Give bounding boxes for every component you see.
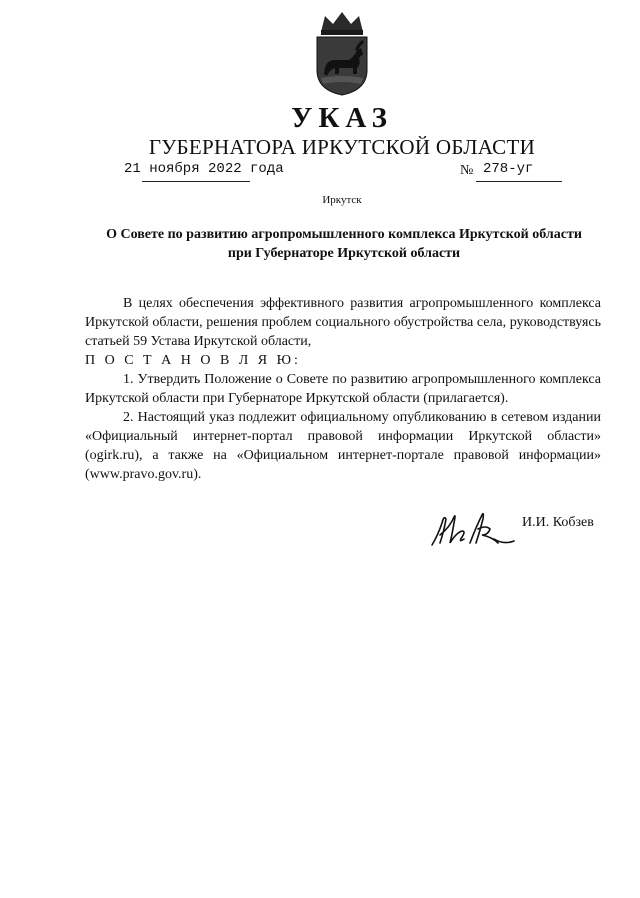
document-title xyxy=(82,225,606,263)
document-number: 278-уг xyxy=(483,161,534,177)
date-underline xyxy=(142,181,250,182)
city-label: Иркутск xyxy=(322,194,362,206)
issuer-heading: ГУБЕРНАТОРА ИРКУТСКОЙ ОБЛАСТИ xyxy=(148,135,536,159)
preamble-paragraph: В целях обеспечения эффективного развития агропромышленного комплекса Иркутской области, решения проблем социального обустройства села, руководствуясь статьей 59 Устава Иркутской области, xyxy=(85,296,601,349)
number-underline xyxy=(476,181,562,182)
coat-of-arms-icon xyxy=(311,10,373,96)
document-type-heading: УКАЗ xyxy=(291,102,393,134)
document-body xyxy=(85,294,601,484)
decree-word: П О С Т А Н О В Л Я Ю: xyxy=(85,353,301,368)
document-date: 21 ноября 2022 года xyxy=(124,161,284,177)
document-title-line-1: О Совете по развитию агропромышленного комплекса Иркутской области xyxy=(106,227,582,242)
document-title-line-2: при Губернаторе Иркутской области xyxy=(227,246,461,261)
item-2-paragraph: 2. Настоящий указ подлежит официальному опубликованию в сетевом издании «Официальный интернет-портал правовой информации Иркутской области» (ogirk.ru), а также на «Официальном интернет-портале правовой информации» (www.pravo.gov.ru). xyxy=(85,410,601,482)
number-sign: № xyxy=(460,163,474,178)
handwritten-signature-icon xyxy=(428,505,516,551)
item-1-paragraph: 1. Утвердить Положение о Совете по развитию агропромышленного комплекса Иркутской области при Губернаторе Иркутской области (прилагается). xyxy=(85,372,601,406)
signer-name: И.И. Кобзев xyxy=(522,515,594,530)
